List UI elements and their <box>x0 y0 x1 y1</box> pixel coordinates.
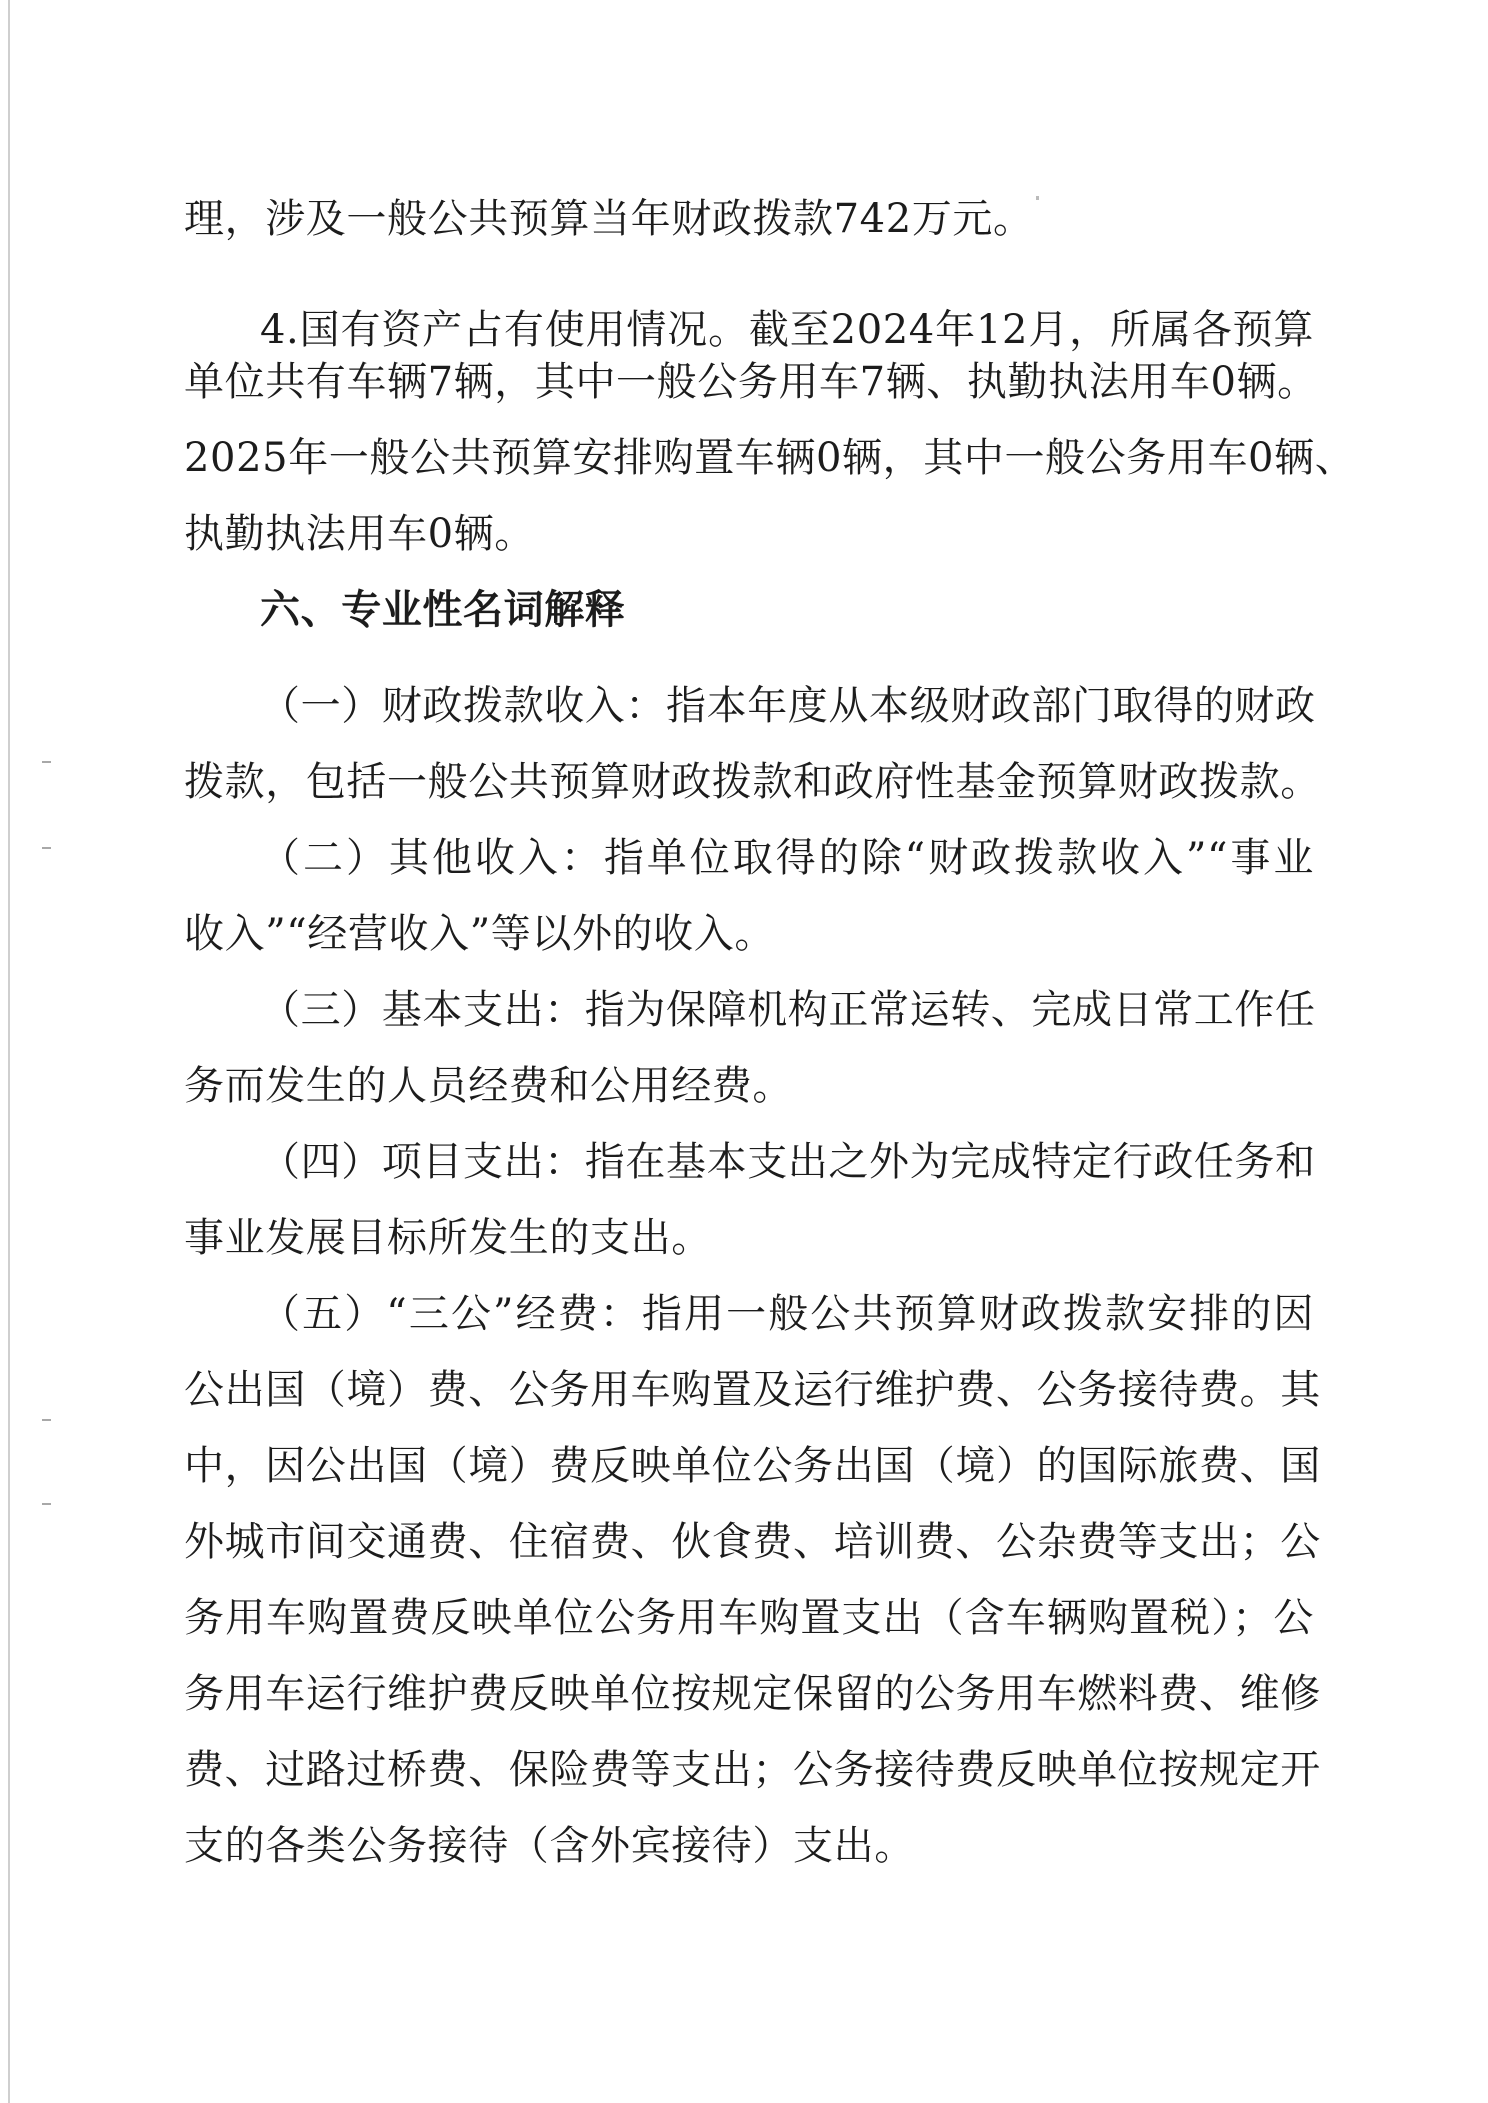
scan-edge-line <box>8 0 10 2103</box>
text-line: （一）财政拨款收入：指本年度从本级财政部门取得的财政 <box>260 683 1316 729</box>
scan-mark <box>42 1503 51 1505</box>
text-line: 务用车购置费反映单位公务用车购置支出（含车辆购置税）；公 <box>184 1595 1314 1641</box>
text-line: 单位共有车辆7辆，其中一般公务用车7辆、执勤执法用车0辆。 <box>184 359 1318 405</box>
text-line: 4.国有资产占有使用情况。截至2024年12月，所属各预算 <box>260 307 1314 353</box>
text-line: 务而发生的人员经费和公用经费。 <box>184 1063 793 1109</box>
text-line: 理，涉及一般公共预算当年财政拨款742万元。 <box>184 196 1034 242</box>
text-line: （五）“三公”经费：指用一般公共预算财政拨款安排的因 <box>260 1291 1314 1337</box>
section-heading: 六、专业性名词解释 <box>260 587 626 633</box>
text-line: 事业发展目标所发生的支出。 <box>184 1215 712 1261</box>
scan-mark <box>42 847 51 849</box>
text-line: 务用车运行维护费反映单位按规定保留的公务用车燃料费、维修 <box>184 1671 1321 1717</box>
text-line: 费、过路过桥费、保险费等支出；公务接待费反映单位按规定开 <box>184 1747 1321 1793</box>
text-line: （四）项目支出：指在基本支出之外为完成特定行政任务和 <box>260 1139 1316 1185</box>
text-line: 中，因公出国（境）费反映单位公务出国（境）的国际旅费、国 <box>184 1443 1321 1489</box>
text-line: （二）其他收入：指单位取得的除“财政拨款收入”“事业 <box>260 835 1314 881</box>
text-line: （三）基本支出：指为保障机构正常运转、完成日常工作任 <box>260 987 1316 1033</box>
text-line: 收入”“经营收入”等以外的收入。 <box>184 911 775 957</box>
scan-mark <box>42 1419 51 1421</box>
text-line: 2025年一般公共预算安排购置车辆0辆，其中一般公务用车0辆、 <box>184 435 1356 481</box>
text-line: 执勤执法用车0辆。 <box>184 511 535 557</box>
scan-mark <box>42 761 51 763</box>
text-line: 拨款，包括一般公共预算财政拨款和政府性基金预算财政拨款。 <box>184 759 1321 805</box>
text-line: 支的各类公务接待（含外宾接待）支出。 <box>184 1823 915 1869</box>
text-line: 外城市间交通费、住宿费、伙食费、培训费、公杂费等支出；公 <box>184 1519 1321 1565</box>
text-line: 公出国（境）费、公务用车购置及运行维护费、公务接待费。其 <box>184 1367 1321 1413</box>
